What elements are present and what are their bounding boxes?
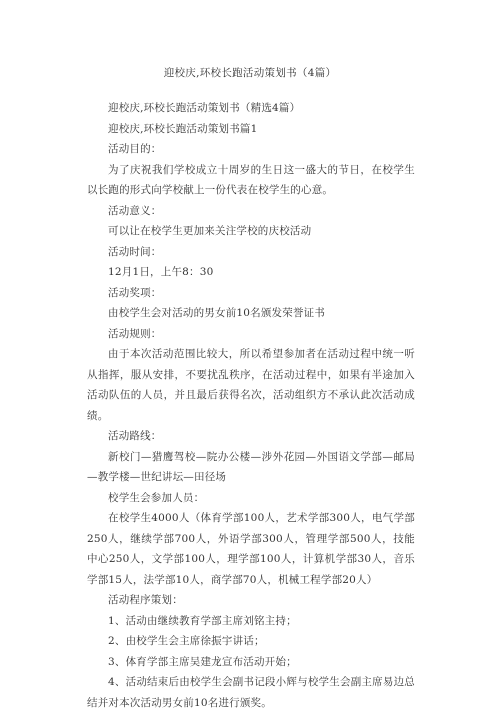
paragraph-rules-text: 由于本次活动范围比较大，所以希望参加者在活动过程中统一听从指挥，服从安排，不要扰乱秩序，在活动过程中，如果有半途加入活动队伍的人员，并且最后获得名次，活动组织方不承认此次活动成绩。 xyxy=(87,348,415,422)
paragraph-subtitle: 迎校庆,环校长跑活动策划书（精选4篇） xyxy=(108,102,301,114)
paragraph-rules-heading: 活动规则： xyxy=(108,327,162,340)
paragraph-purpose-text: 为了庆祝我们学校成立十周岁的生日这一盛大的节日，在校学生以长跑的形式向学校献上一份代表在校学生的心意。 xyxy=(87,163,415,196)
paragraph-time-heading: 活动时间： xyxy=(108,245,162,258)
paragraph-meaning-heading: 活动意义： xyxy=(108,204,162,217)
paragraph-participants-text: 在校学生4000人（体育学部100人，艺术学部300人，电气学部250人，继续学部700人，外语学部300人，管理学部500人，技能中心250人，文学部100人，理学部100人，计算机学部30人，音乐学部15人，法学部10人，商学部70人，机械工程学部20人） xyxy=(87,512,415,586)
paragraph-time-text: 12月1日，上午8：30 xyxy=(108,266,214,278)
paragraph-program-step-3: 3、体育学部主席吴建龙宣布活动开始； xyxy=(108,655,297,668)
paragraph-participants-heading: 校学生会参加人员： xyxy=(108,491,205,504)
paragraph-program-heading: 活动程序策划： xyxy=(108,594,183,606)
document-body xyxy=(87,98,415,713)
paragraph-route-heading: 活动路线： xyxy=(108,430,162,442)
paragraph-route-text: 新校门—猎鹰驾校—院办公楼—涉外花园—外国语文学部—邮局—教学楼—世纪讲坛—田径场 xyxy=(87,450,415,483)
paragraph-program-step-4: 4、活动结束后由校学生会副书记段小辉与校学生会副主席易边总结并对本次活动男女前10名进行颁奖。 xyxy=(87,676,415,709)
paragraph-program-step-1: 1、活动由继续教育学部主席刘铭主持； xyxy=(108,614,297,627)
paragraph-article-heading: 迎校庆,环校长跑活动策划书篇1 xyxy=(108,122,258,135)
paragraph-award-text: 由校学生会对活动的男女前10名颁发荣誉证书 xyxy=(108,307,326,319)
paragraph-meaning-text: 可以让在校学生更加来关注学校的庆校活动 xyxy=(108,225,312,237)
paragraph-award-heading: 活动奖项： xyxy=(108,286,162,299)
paragraph-purpose-heading: 活动目的： xyxy=(108,143,162,155)
document-title: 迎校庆,环校长跑活动策划书（4篇） xyxy=(163,67,337,79)
paragraph-program-step-2: 2、由校学生会主席徐振宇讲话； xyxy=(108,635,265,647)
